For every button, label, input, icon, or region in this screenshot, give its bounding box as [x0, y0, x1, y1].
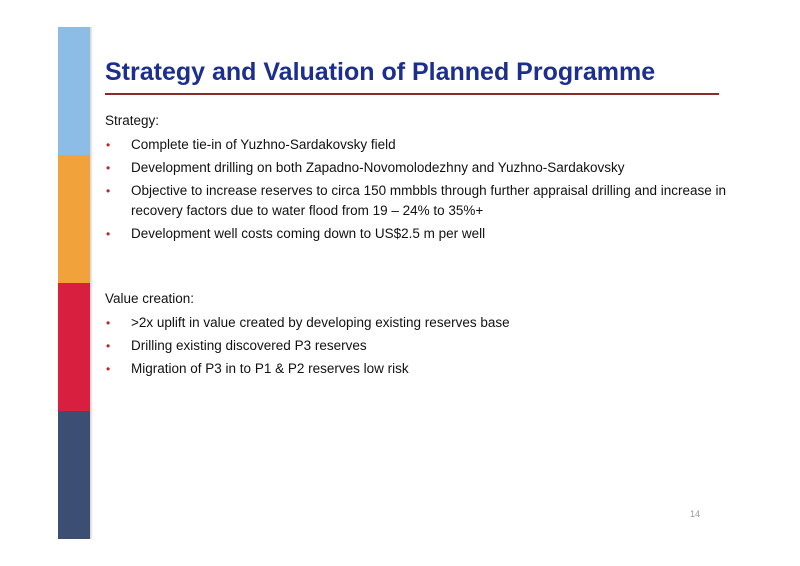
bullet-text: Objective to increase reserves to circa 150 mmbbls through further appraisal drilling and increase in recovery factors due to water flood from 19 – 24% to 35%+	[131, 183, 727, 218]
color-block-orange	[58, 155, 90, 283]
bullet-text: Migration of P3 in to P1 & P2 reserves low risk	[131, 361, 409, 376]
strategy-bullet-list	[105, 135, 745, 244]
list-item	[105, 359, 745, 379]
bullet-dot-icon: •	[106, 227, 111, 241]
bullet-dot-icon: •	[106, 339, 111, 353]
bullet-dot-icon: •	[106, 362, 111, 376]
value-creation-bullet-list	[105, 313, 745, 379]
decorative-color-bar	[58, 27, 90, 539]
color-bar-shadow	[90, 27, 93, 539]
strategy-heading: Strategy:	[105, 113, 160, 128]
bullet-text: Development well costs coming down to US$2.5 m per well	[131, 226, 486, 241]
bullet-dot-icon: •	[106, 184, 111, 198]
list-item	[105, 224, 745, 244]
color-block-red	[58, 283, 90, 411]
color-block-light-blue	[58, 27, 90, 155]
bullet-dot-icon: •	[106, 138, 111, 152]
bullet-text: Drilling existing discovered P3 reserves	[131, 338, 367, 353]
value-creation-heading: Value creation:	[105, 291, 195, 306]
list-item	[105, 135, 745, 155]
strategy-section	[105, 111, 745, 247]
list-item	[105, 181, 745, 221]
list-item	[105, 158, 745, 178]
color-block-navy	[58, 411, 90, 539]
list-item	[105, 313, 745, 333]
bullet-text: Development drilling on both Zapadno-Novomolodezhny and Yuzhno-Sardakovsky	[131, 160, 625, 175]
bullet-text: >2x uplift in value created by developing existing reserves base	[131, 315, 510, 330]
slide-title: Strategy and Valuation of Planned Programme	[105, 58, 656, 86]
bullet-dot-icon: •	[106, 316, 111, 330]
bullet-dot-icon: •	[106, 161, 111, 175]
list-item	[105, 336, 745, 356]
page-number: 14	[690, 509, 701, 519]
bullet-text: Complete tie-in of Yuzhno-Sardakovsky field	[131, 137, 396, 152]
value-creation-section	[105, 289, 745, 382]
title-divider	[105, 93, 719, 95]
